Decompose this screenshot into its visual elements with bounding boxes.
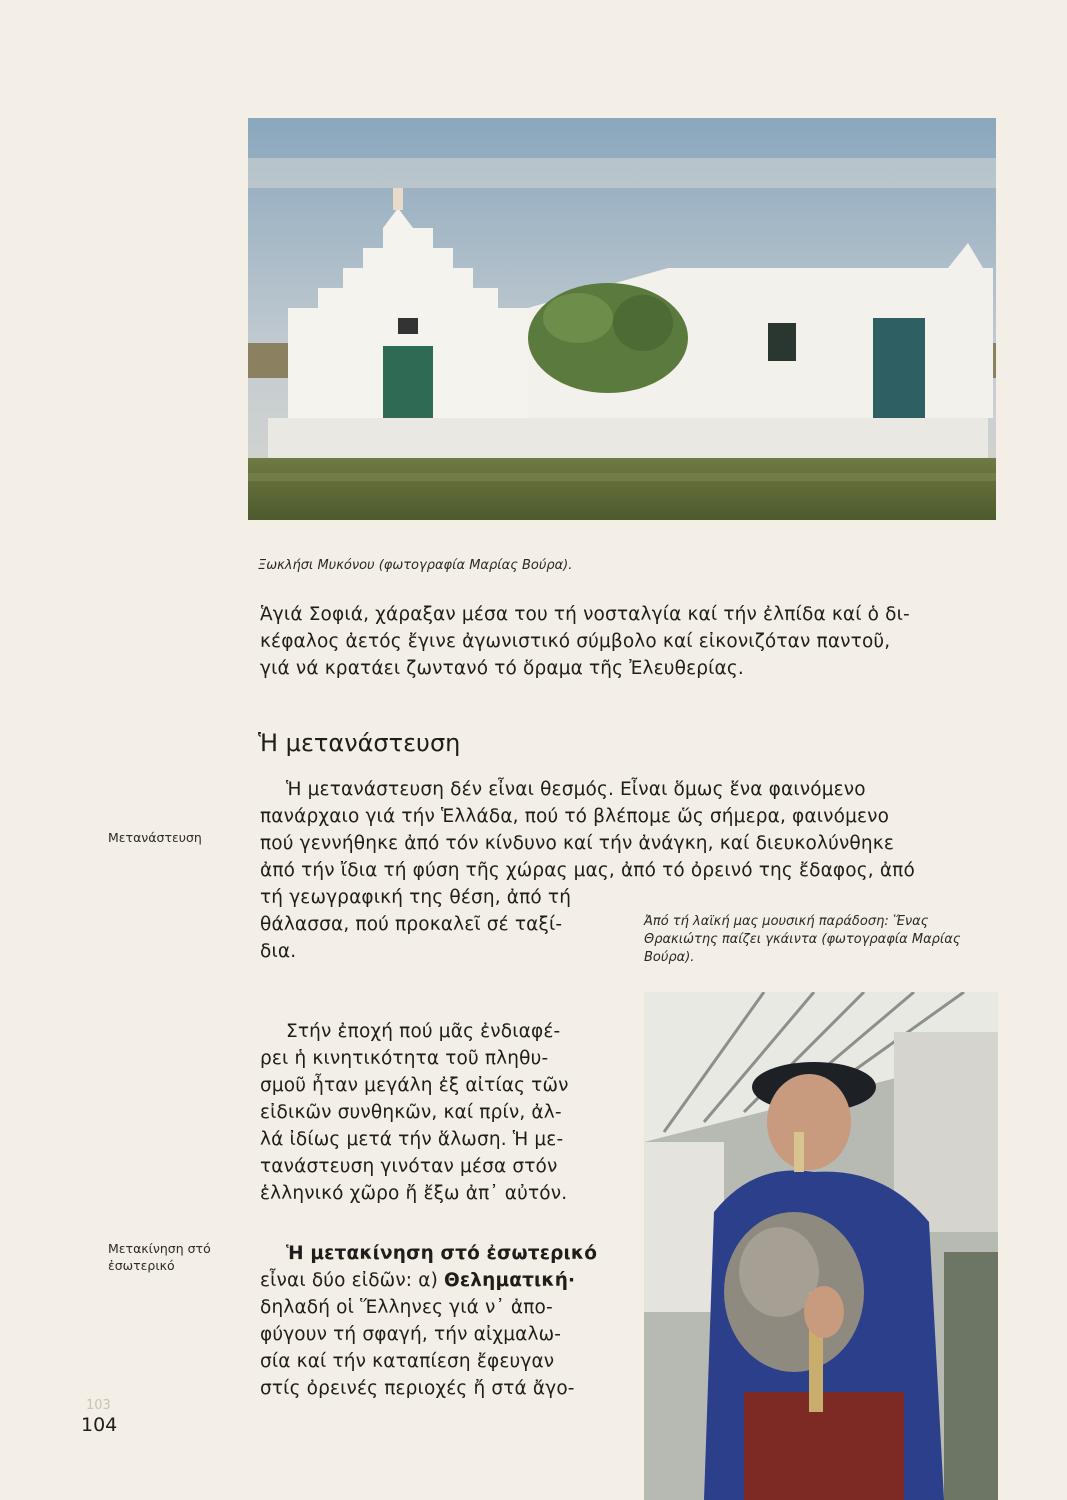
paragraph-internal-movement [260,1240,622,1402]
text-line [260,1240,622,1267]
text-line: τανάστευση γινόταν μέσα στόν [260,1156,558,1177]
text-line: πού γεννήθηκε ἀπό τόν κίνδυνο καί τήν ἀνάγκη, καί διευκολύνθηκε [260,833,894,854]
text-line: γιά νά κρατάει ζωντανό τό ὅραμα τῆς Ἐλευθερίας. [260,658,744,679]
page-number: 104 [81,1414,118,1436]
bold-lead: Ἡ μετακίνηση στό ἐσωτερικό [286,1243,598,1264]
photo-caption-piper: Ἀπό τή λαϊκή μας μουσική παράδοση: Ἕνας Θρακιώτης παίζει γκάιντα (φωτογραφία Μαρίας Βούρα). [644,914,961,965]
margin-note-line: Μετακίνηση στό [108,1241,211,1256]
text-line: εἰδικῶν συνθηκῶν, καί πρίν, ἀλ- [260,1102,562,1123]
text-line: ἀπό τήν ἴδια τή φύση τῆς χώρας μας, ἀπό τό ὀρεινό της ἔδαφος, ἀπό [260,860,915,881]
text-line: ἑλληνικό χῶρο ἤ ἔξω ἀπ᾿ αὐτόν. [260,1183,568,1204]
chapel-photo [248,118,996,520]
margin-note-internal-movement [108,1240,211,1274]
margin-note-emigration: Μετανάστευση [108,830,202,845]
bleed-through-page-number: 103 [86,1398,111,1413]
text-line: κέφαλος ἀετός ἔγινε ἀγωνιστικό σύμβολο καί εἰκονιζόταν παντοῦ, [260,631,891,652]
text-line: δια. [260,941,297,962]
text-line: στίς ὀρεινές περιοχές ἤ στά ἄγο- [260,1378,575,1399]
bagpipe-player-photo [644,992,998,1500]
text-line [260,1267,622,1294]
bold-term: Θεληματική· [443,1270,576,1291]
paragraph-emigration-continued [260,884,622,965]
text-line: λά ἰδίως μετά τήν ἅλωση. Ἡ με- [260,1129,564,1150]
photo-caption-chapel: Ξωκλήσι Μυκόνου (φωτογραφία Μαρίας Βούρα). [258,558,573,573]
text-line: Ἡ μετανάστευση δέν εἶναι θεσμός. Εἶναι ὅμως ἕνα φαινόμενο [286,779,866,800]
text-line: Ἁγιά Σοφιά, χάραξαν μέσα του τή νοσταλγία καί τήν ἐλπίδα καί ὁ δι- [260,604,910,625]
intro-paragraph [260,601,996,682]
text-line: σμοῦ ἦταν μεγάλη ἐξ αἰτίας τῶν [260,1075,569,1096]
text-line: Στήν ἐποχή πού μᾶς ἐνδιαφέ- [286,1021,561,1042]
text-line: τή γεωγραφική της θέση, ἀπό τή [260,887,572,908]
section-heading: Ἡ μετανάστευση [258,729,461,757]
text-line: δηλαδή οἱ Ἕλληνες γιά ν᾿ ἀπο- [260,1297,553,1318]
text-line: θάλασσα, πού προκαλεῖ σέ ταξί- [260,914,563,935]
text-line: φύγουν τή σφαγή, τήν αἰχμαλω- [260,1324,562,1345]
text-line: σία καί τήν καταπίεση ἔφευγαν [260,1351,555,1372]
text-line: ρει ἡ κινητικότητα τοῦ πληθυ- [260,1048,549,1069]
text-span: εἶναι δύο εἰδῶν: α) [260,1270,444,1291]
text-line: πανάρχαιο γιά τήν Ἑλλάδα, πού τό βλέπομε ὥς σήμερα, φαινόμενο [260,806,890,827]
margin-note-line: ἐσωτερικό [108,1258,175,1273]
paragraph-mobility [260,1018,622,1207]
paragraph-emigration [260,776,996,884]
